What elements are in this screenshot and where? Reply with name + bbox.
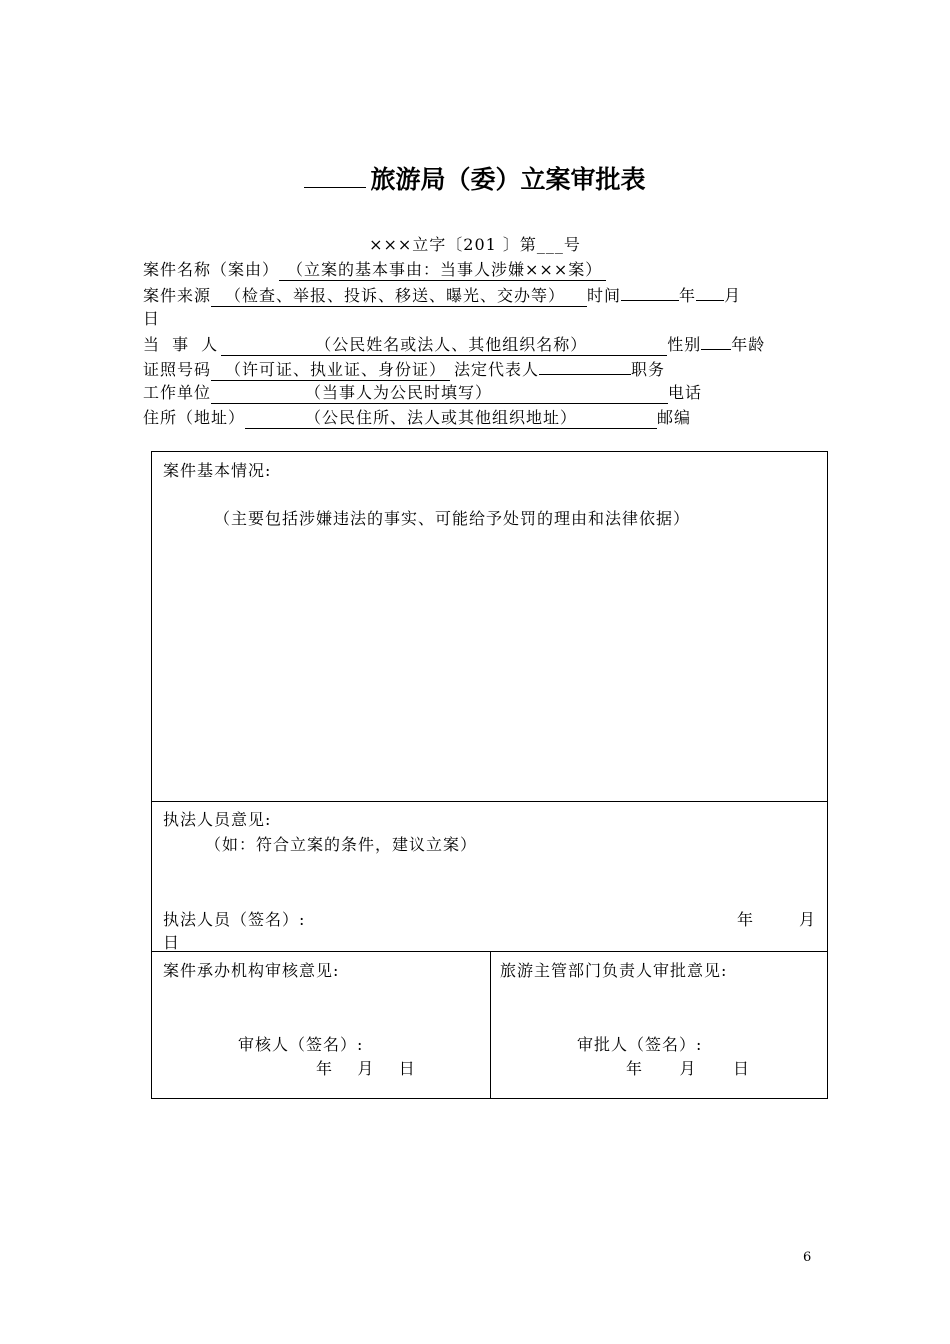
month-label: 月 [724, 286, 742, 305]
approval-date: 年 月 日 [626, 1059, 751, 1078]
address-row [143, 405, 691, 429]
approval-opinion-label: 旅游主管部门负责人审批意见: [500, 961, 728, 980]
license-row [143, 356, 665, 381]
year-label: 年 [679, 286, 697, 305]
party-row [143, 331, 765, 356]
legal-rep-label: 法定代表人 [454, 360, 540, 379]
employer-label: 工作单位 [143, 383, 212, 402]
document-number: ×××立字〔201 〕第___号 [369, 235, 581, 254]
officer-day-label: 日 [163, 933, 181, 952]
license-label: 证照号码 [143, 360, 212, 379]
day-label: 日 [143, 309, 161, 328]
case-name-label: 案件名称（案由） [143, 260, 280, 279]
legal-rep-blank [539, 356, 631, 375]
employer-value: （当事人为公民时填写） [211, 383, 668, 404]
employer-row [143, 380, 702, 404]
month-blank [696, 282, 724, 301]
party-value: （公民姓名或法人、其他组织名称） [221, 335, 667, 356]
page-title [0, 160, 950, 196]
source-row [143, 282, 741, 307]
party-label: 当 事 人 [143, 335, 222, 354]
source-label: 案件来源 [143, 286, 212, 305]
address-label: 住所（地址） [143, 408, 246, 427]
case-name-row [143, 257, 606, 281]
title-blank [304, 165, 366, 188]
time-label: 时间 [587, 286, 622, 305]
officer-month-label: 月 [799, 910, 817, 929]
basic-situation-label: 案件基本情况: [163, 461, 272, 480]
officer-opinion-label: 执法人员意见: [163, 810, 272, 829]
approval-signature-label: 审批人（签名）: [577, 1035, 703, 1054]
review-date: 年 月 日 [316, 1059, 416, 1078]
page-number: 6 [803, 1250, 812, 1265]
license-value: （许可证、执业证、身份证） [211, 360, 450, 381]
source-day-row [143, 306, 160, 329]
case-name-value: （立案的基本事由：当事人涉嫌×××案） [279, 260, 606, 281]
year-blank [621, 282, 679, 301]
review-signature-label: 审核人（签名）: [238, 1035, 364, 1054]
basic-situation-cell [151, 451, 828, 802]
officer-year-label: 年 [737, 910, 755, 929]
age-label: 年龄 [731, 335, 766, 354]
officer-opinion-hint: （如：符合立案的条件，建议立案） [205, 835, 478, 854]
review-opinion-label: 案件承办机构审核意见: [163, 961, 340, 980]
basic-situation-hint: （主要包括涉嫌违法的事实、可能给予处罚的理由和法律依据） [214, 509, 691, 528]
address-value: （公民住所、法人或其他组织地址） [245, 408, 657, 429]
source-value: （检查、举报、投诉、移送、曝光、交办等） [211, 286, 587, 307]
gender-blank [701, 331, 731, 350]
gender-label: 性别 [667, 335, 702, 354]
postcode-label: 邮编 [657, 408, 692, 427]
phone-label: 电话 [668, 383, 703, 402]
officer-signature-label: 执法人员（签名）: [163, 910, 306, 929]
title-text: 旅游局（委）立案审批表 [370, 165, 646, 194]
position-label: 职务 [631, 360, 666, 379]
